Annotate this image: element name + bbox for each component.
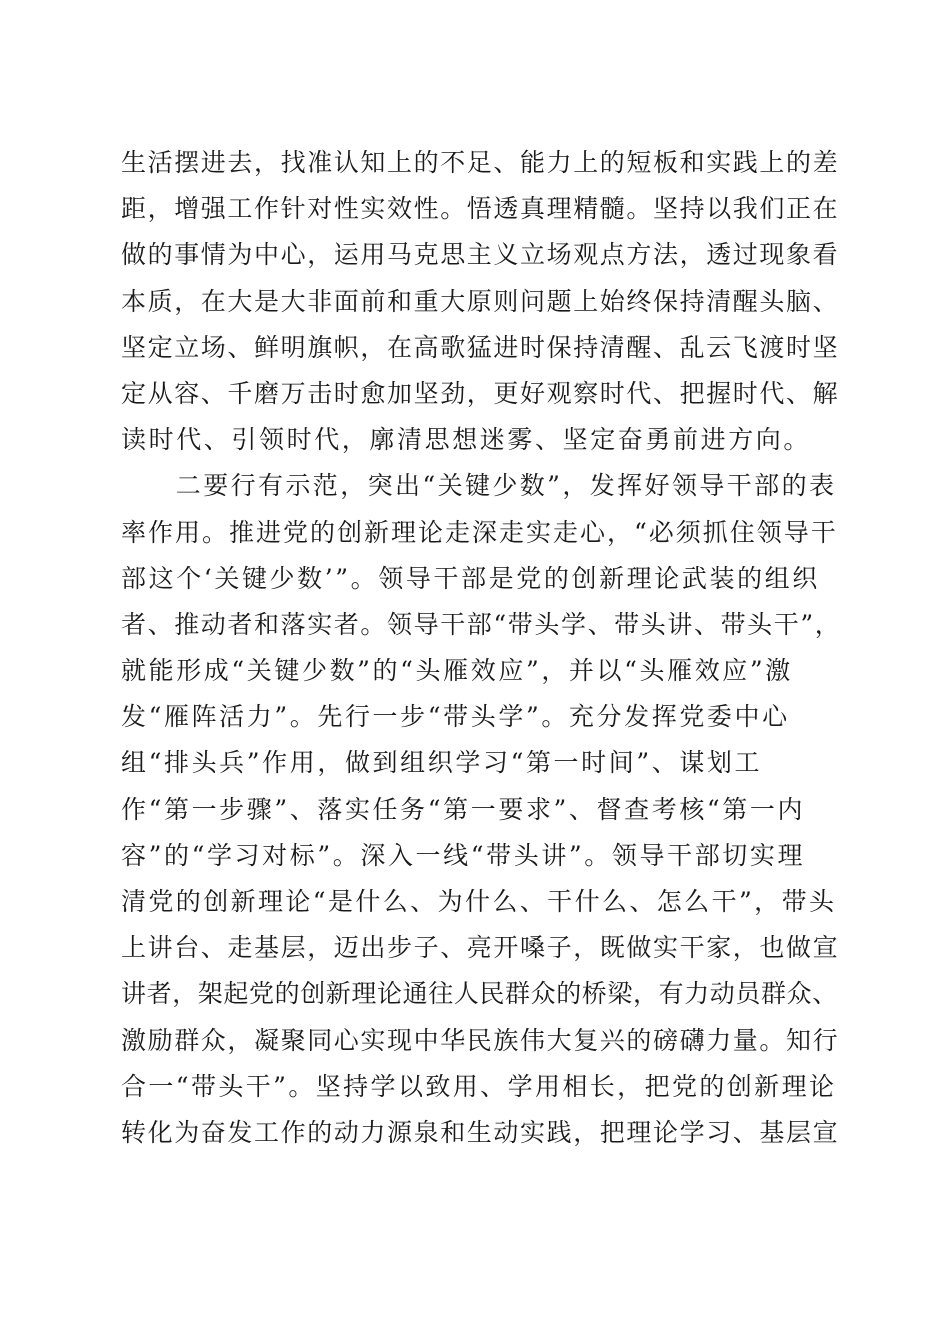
text-line: 距，增强工作针对性实效性。悟透真理精髓。坚持以我们正在 — [121, 194, 840, 224]
text-line: 做的事情为中心，运用马克思主义立场观点方法，透过现象看 — [121, 240, 840, 270]
text-line: 转化为奋发工作的动力源泉和生动实践，把理论学习、基层宣 — [121, 1117, 840, 1147]
text-line: 就能形成“关键少数”的“头雁效应”，并以“头雁效应”激 — [121, 656, 793, 686]
text-line: 部这个‘关键少数’”。领导干部是党的创新理论武装的组织 — [121, 563, 820, 593]
text-line: 定从容、千磨万击时愈加坚劲，更好观察时代、把握时代、解 — [121, 378, 840, 408]
paragraph-start-line: 二要行有示范，突出“关键少数”，发挥好领导干部的表 — [121, 471, 837, 501]
text-line: 容”的“学习对标”。深入一线“带头讲”。领导干部切实理 — [121, 840, 806, 870]
text-line: 读时代、引领时代，廓清思想迷雾、坚定奋勇前进方向。 — [121, 425, 812, 455]
text-line: 合一“带头干”。坚持学以致用、学用相长，把党的创新理论 — [121, 1071, 837, 1101]
text-line: 作“第一步骤”、落实任务“第一要求”、督查考核“第一内 — [121, 794, 806, 824]
text-line: 上讲台、走基层，迈出步子、亮开嗓子，既做实干家，也做宣 — [121, 933, 840, 963]
text-line: 发“雁阵活力”。先行一步“带头学”。充分发挥党委中心 — [121, 702, 790, 732]
text-line: 率作用。推进党的创新理论走深走实走心，“必须抓住领导干 — [121, 517, 838, 547]
body-text — [121, 140, 841, 1156]
text-line: 讲者，架起党的创新理论通往人民群众的桥梁，有力动员群众、 — [121, 979, 838, 1009]
text-line: 者、推动者和落实者。领导干部“带头学、带头讲、带头干”， — [121, 609, 842, 639]
text-line: 清党的创新理论“是什么、为什么、干什么、怎么干”，带头 — [121, 887, 837, 916]
text-line: 组“排头兵”作用，做到组织学习“第一时间”、谋划工 — [121, 748, 763, 778]
text-line: 生活摆进去，找准认知上的不足、能力上的短板和实践上的差 — [121, 148, 840, 177]
text-line: 坚定立场、鲜明旗帜，在高歌猛进时保持清醒、乱云飞渡时坚 — [121, 332, 840, 362]
text-line: 激励群众，凝聚同心实现中华民族伟大复兴的磅礴力量。知行 — [121, 1025, 840, 1055]
text-line: 本质，在大是大非面前和重大原则问题上始终保持清醒头脑、 — [121, 286, 840, 316]
